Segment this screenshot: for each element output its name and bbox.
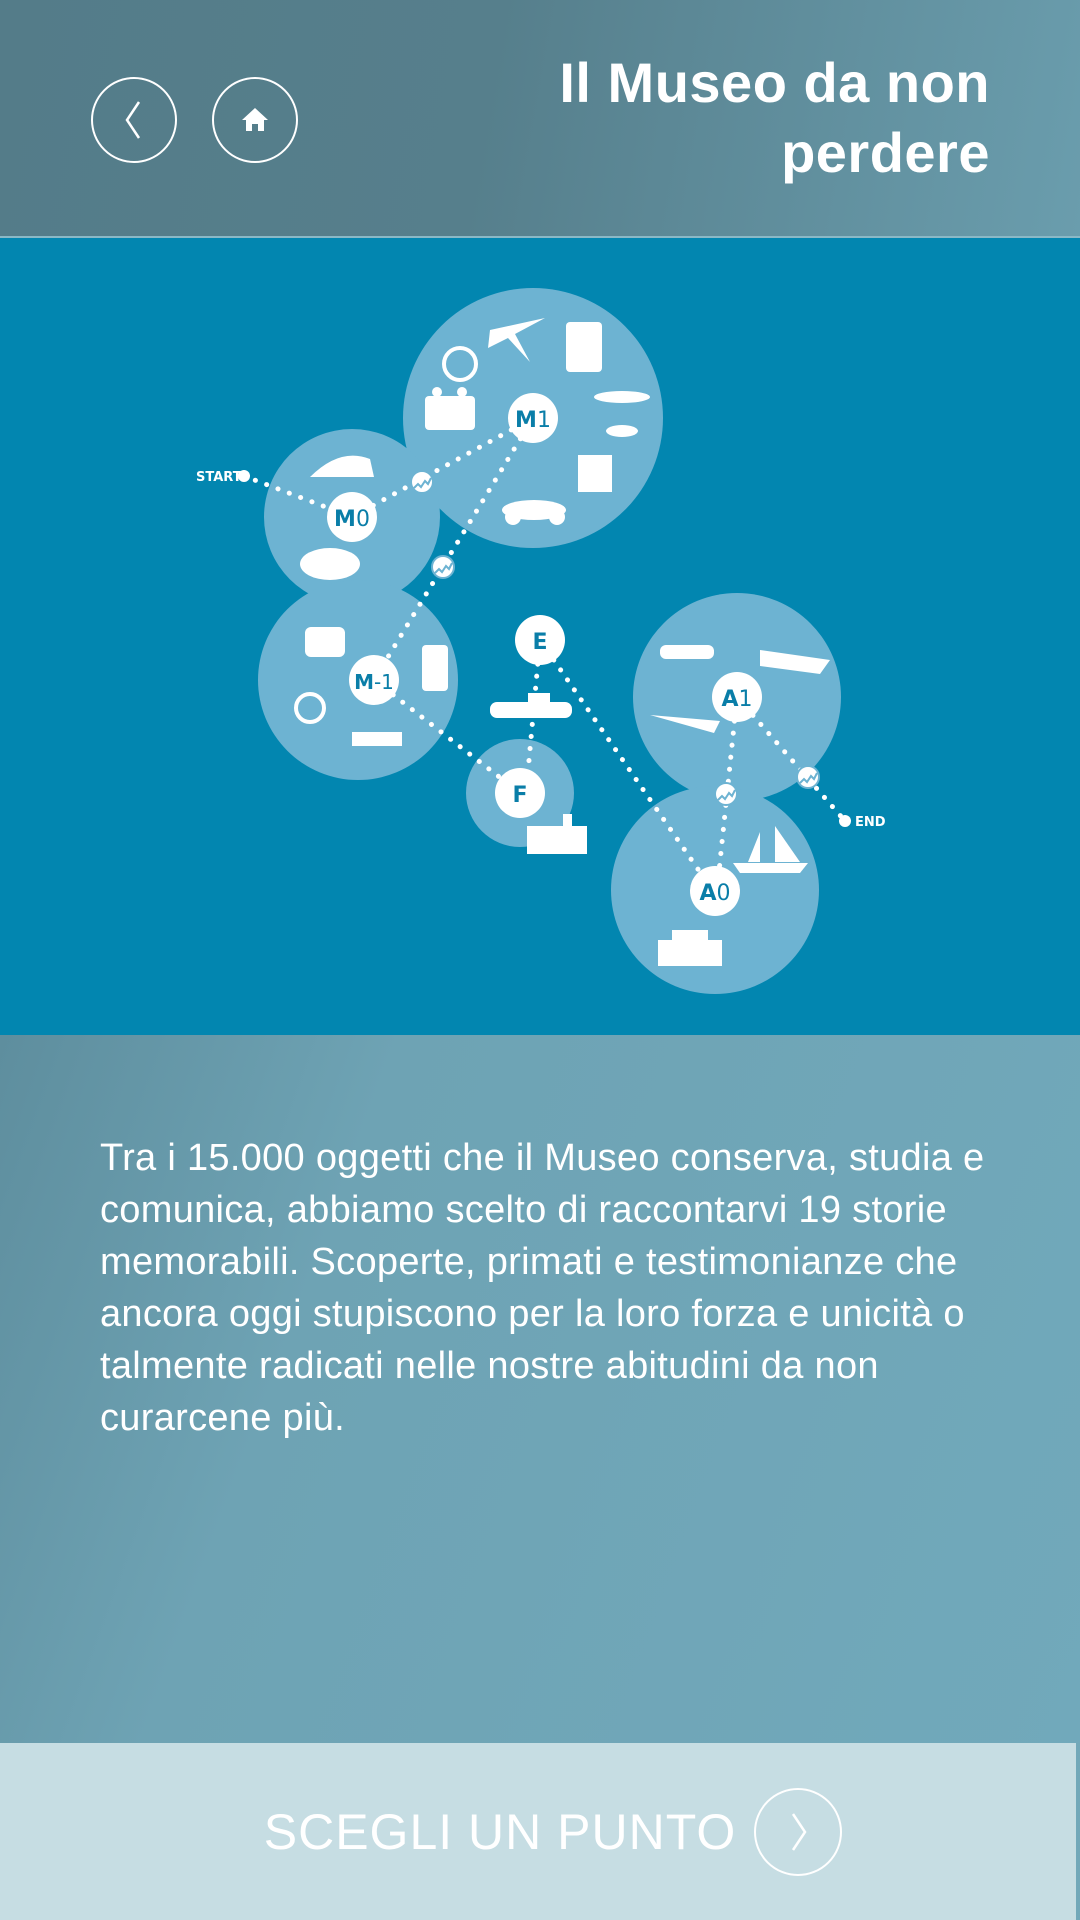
choose-point-label: SCEGLI UN PUNTO — [263, 1803, 737, 1860]
description-text: Tra i 15.000 oggetti che il Museo conserva, studia e comunica, abbiamo scelto di raccontarvi 19 storie memorabili. Scoperte, primati e testimonianze che ancora oggi stupiscono per la loro forza e unicità o talmente radicati nelle nostre abitudini da non curarcene più. — [100, 1137, 985, 1439]
choose-point-button[interactable] — [0, 1743, 1080, 1920]
svg-text:A0: A0 — [699, 881, 731, 906]
description-section — [0, 1035, 1080, 1743]
header — [0, 0, 1080, 238]
node-a0[interactable] — [690, 866, 740, 916]
start-label: START — [196, 470, 242, 485]
helicopter-icon — [594, 391, 650, 403]
home-button[interactable] — [212, 77, 298, 163]
chevron-left-icon — [119, 98, 149, 142]
back-button[interactable] — [91, 77, 177, 163]
node-m1[interactable] — [508, 393, 558, 443]
submarine-icon — [490, 702, 572, 718]
end-label: END — [855, 815, 886, 830]
loom-icon — [352, 732, 402, 746]
home-icon — [239, 104, 271, 136]
pot-icon — [305, 627, 345, 657]
museum-map-graphic — [0, 238, 1080, 1035]
machine-icon — [566, 322, 602, 372]
computer-icon — [578, 455, 612, 492]
museum-map — [0, 238, 1080, 1035]
satellite-icon — [422, 645, 448, 691]
locomotive-icon — [527, 826, 587, 854]
chevron-right-circle — [754, 1788, 842, 1876]
sailing-ship-icon — [733, 863, 808, 873]
svg-text:M1: M1 — [515, 408, 551, 433]
svg-text:A1: A1 — [721, 687, 753, 712]
node-m0[interactable] — [327, 492, 377, 542]
chevron-right-icon — [783, 1810, 813, 1854]
page-title: Il Museo da non perdere — [559, 51, 990, 184]
svg-text:E: E — [532, 630, 548, 655]
node-a1[interactable] — [712, 672, 762, 722]
battery-icon — [425, 396, 475, 430]
svg-text:M0: M0 — [334, 507, 370, 532]
svg-text:F: F — [512, 783, 528, 808]
node-e[interactable] — [515, 615, 565, 665]
museum-building-icon — [658, 940, 722, 966]
svg-text:M-1: M-1 — [354, 670, 394, 694]
ornithopter-icon — [660, 645, 714, 659]
engine-icon — [300, 548, 360, 580]
node-m-1[interactable] — [349, 655, 399, 705]
node-f[interactable] — [495, 768, 545, 818]
